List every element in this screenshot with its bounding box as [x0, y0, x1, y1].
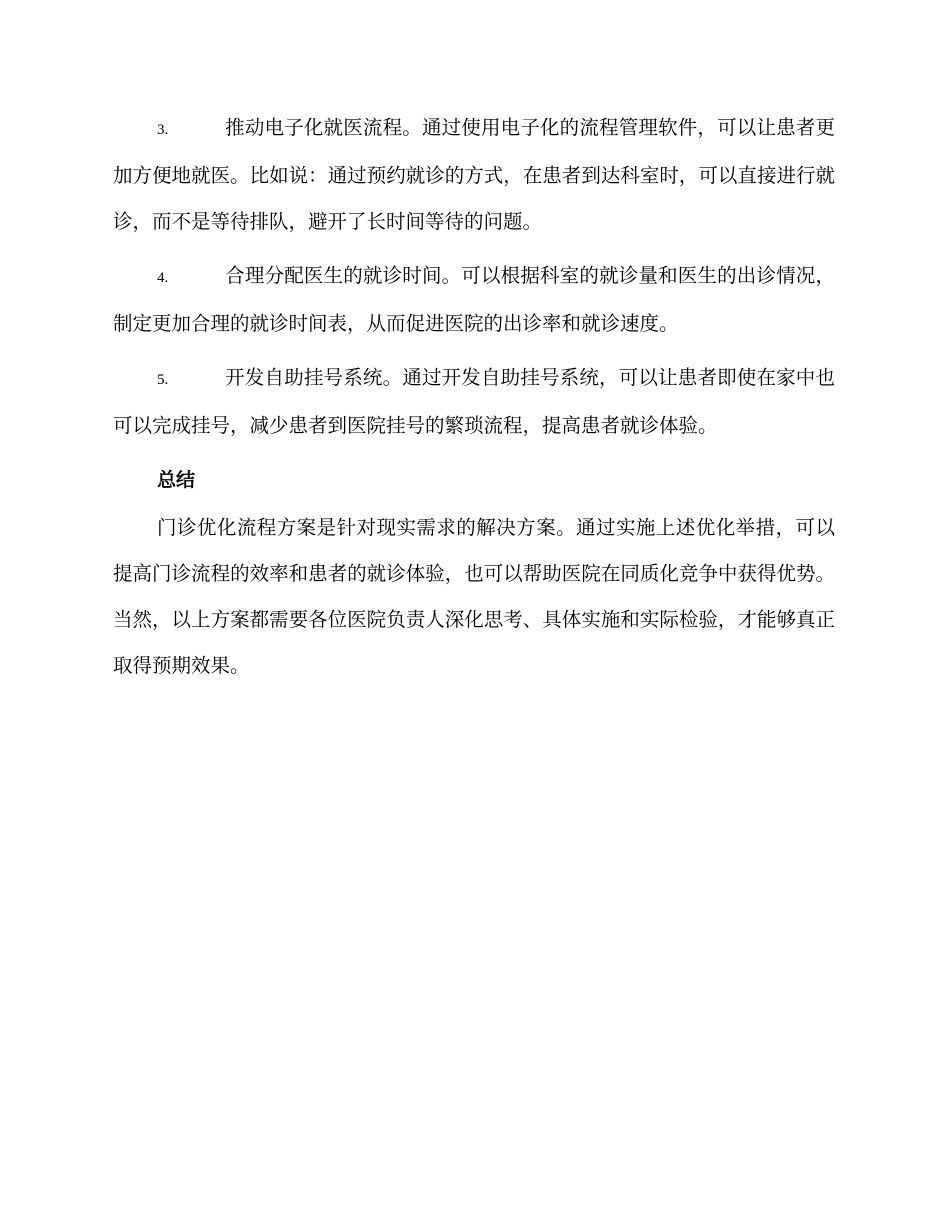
summary-paragraph: 门诊优化流程方案是针对现实需求的解决方案。通过实施上述优化举措，可以提高门诊流程的效率和患者的就诊体验，也可以帮助医院在同质化竞争中获得优势。当然，以上方案都需要各位医院负责人深化思考、具体实施和实际检验，才能够真正取得预期效果。: [113, 516, 835, 677]
list-item-4: [113, 253, 835, 347]
list-number: 3.: [157, 122, 169, 138]
list-item-text: 合理分配医生的就诊时间。可以根据科室的就诊量和医生的出诊情况，制定更加合理的就诊时间表，从而促进医院的出诊率和就诊速度。: [113, 264, 835, 335]
summary-heading: 总结: [157, 469, 196, 491]
list-item-text: 开发自助挂号系统。通过开发自助挂号系统，可以让患者即使在家中也可以完成挂号，减少患者到医院挂号的繁琐流程，提高患者就诊体验。: [113, 366, 835, 437]
document-body: [113, 105, 835, 689]
list-item-text: 推动电子化就医流程。通过使用电子化的流程管理软件，可以让患者更加方便地就医。比如说：通过预约就诊的方式，在患者到达科室时，可以直接进行就诊，而不是等待排队，避开了长时间等待的问题。: [113, 116, 835, 233]
list-item-5: [113, 355, 835, 449]
list-item-3: [113, 105, 835, 245]
list-number: 5.: [157, 372, 169, 388]
list-number: 4.: [157, 270, 169, 286]
